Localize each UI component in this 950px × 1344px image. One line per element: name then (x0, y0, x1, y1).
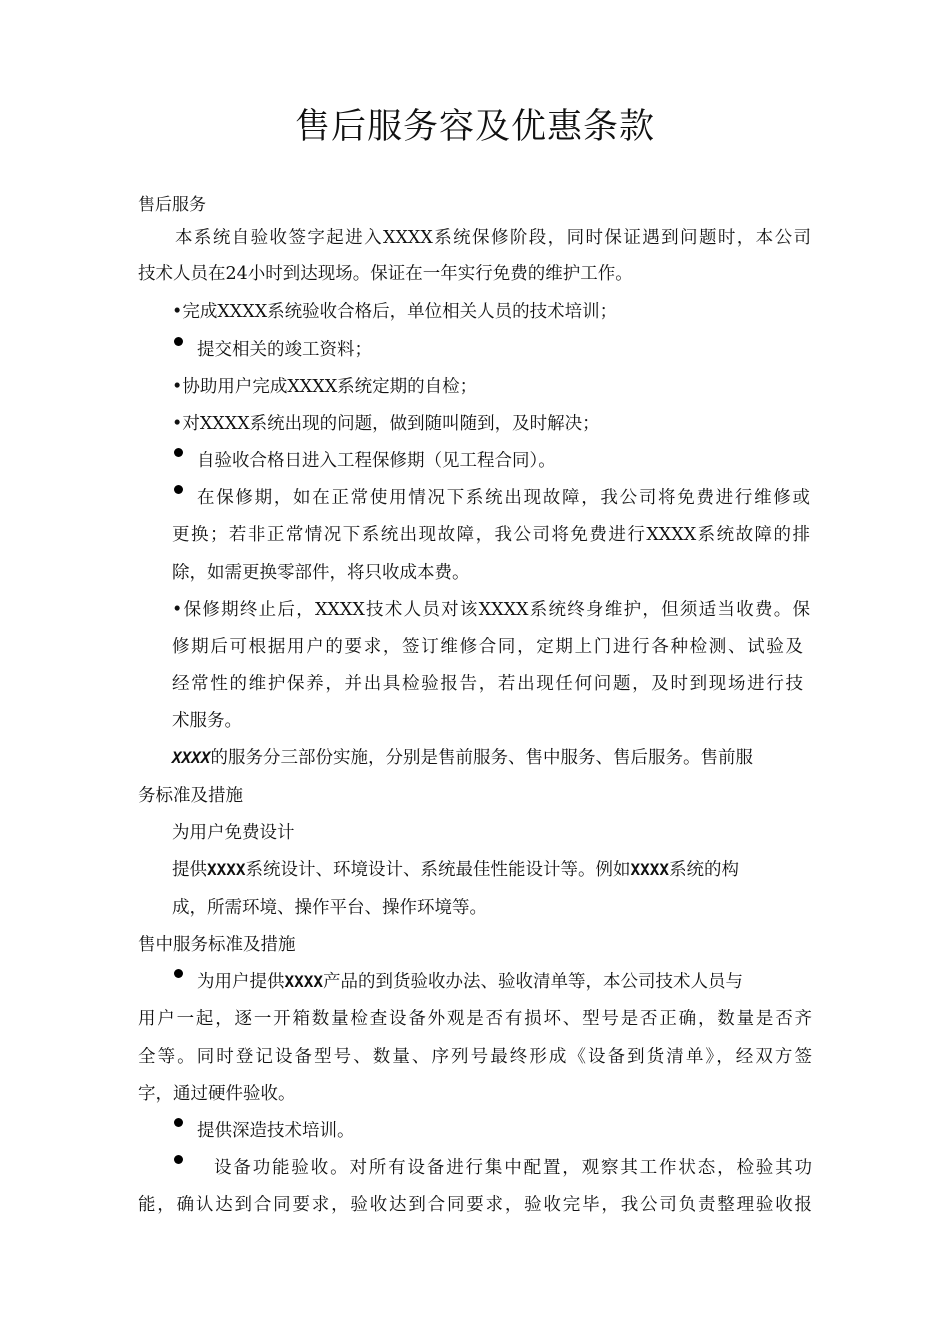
paragraph-line: 能，确认达到合同要求，验收达到合同要求，验收完毕，我公司负责整理验收报 (138, 1195, 812, 1215)
paragraph-line: 技术人员在24小时到达现场。保证在一年实行免费的维护工作。 (138, 264, 633, 284)
paragraph-line: 用户一起，逐一开箱数量检查设备外观是否有损坏、型号是否正确，数量是否齐 (138, 1009, 812, 1029)
bullet-dot-icon (174, 337, 183, 346)
bullet-dot-icon (174, 1155, 183, 1164)
list-item-line: •保修期终止后，XXXX技术人员对该XXXX系统终身维护，但须适当收费。保 (172, 600, 810, 620)
bullet-dot-icon (174, 969, 183, 978)
bullet-dot-icon (174, 448, 183, 457)
list-item: •对XXXX系统出现的问题，做到随叫随到，及时解决； (172, 414, 600, 434)
paragraph-line: 成，所需环境、操作平台、操作环境等。 (172, 898, 487, 918)
list-item: 提供深造技术培训。 (197, 1121, 355, 1141)
subheading: 为用户免费设计 (172, 823, 295, 843)
paragraph-line: 全等。同时登记设备型号、数量、序列号最终形成《设备到货清单》，经双方签 (138, 1047, 812, 1067)
paragraph-line: 务标准及措施 (138, 786, 243, 806)
list-item: •完成XXXX系统验收合格后，单位相关人员的技术培训； (172, 302, 618, 322)
document-title: 售后服务容及优惠条款 (294, 107, 655, 147)
bullet-dot-icon (174, 485, 183, 494)
paragraph-line: XXXX的服务分三部份实施，分别是售前服务、售中服务、售后服务。售前服 (172, 748, 754, 768)
list-item-line: 除，如需更换零部件，将只收成本费。 (172, 563, 470, 583)
placeholder-xxxx: XXXX (172, 748, 211, 767)
paragraph-line: 设备功能验收。对所有设备进行集中配置，观察其工作状态，检验其功 (214, 1158, 812, 1178)
list-item-line: 术服务。 (172, 711, 242, 731)
list-item-line: 经常性的维护保养，并出具检验报告，若出现任何问题，及时到现场进行技 (172, 674, 803, 694)
list-item: 自验收合格日进入工程保修期（见工程合同）。 (197, 451, 556, 471)
list-item-line: 修期后可根据用户的要求，签订维修合同，定期上门进行各种检测、试验及 (172, 637, 803, 657)
paragraph-line: 提供XXXX系统设计、环境设计、系统最佳性能设计等。例如XXXX系统的构 (172, 860, 740, 880)
paragraph-line: 字，通过硬件验收。 (138, 1084, 296, 1104)
section-heading-mid-sales: 售中服务标准及措施 (138, 935, 296, 955)
section-heading-after-sales: 售后服务 (138, 195, 206, 215)
paragraph-line: 为用户提供XXXX产品的到货验收办法、验收清单等，本公司技术人员与 (197, 972, 744, 992)
list-item: •协助用户完成XXXX系统定期的自检； (172, 377, 478, 397)
list-item: 提交相关的竣工资料； (197, 340, 372, 360)
list-item-line: 在保修期，如在正常使用情况下系统出现故障，我公司将免费进行维修或 (197, 488, 810, 508)
bullet-dot-icon (174, 1118, 183, 1127)
paragraph-line: 本系统自验收签字起进入XXXX系统保修阶段，同时保证遇到问题时，本公司 (175, 228, 811, 248)
list-item-line: 更换；若非正常情况下系统出现故障，我公司将免费进行XXXX系统故障的排 (172, 525, 810, 545)
